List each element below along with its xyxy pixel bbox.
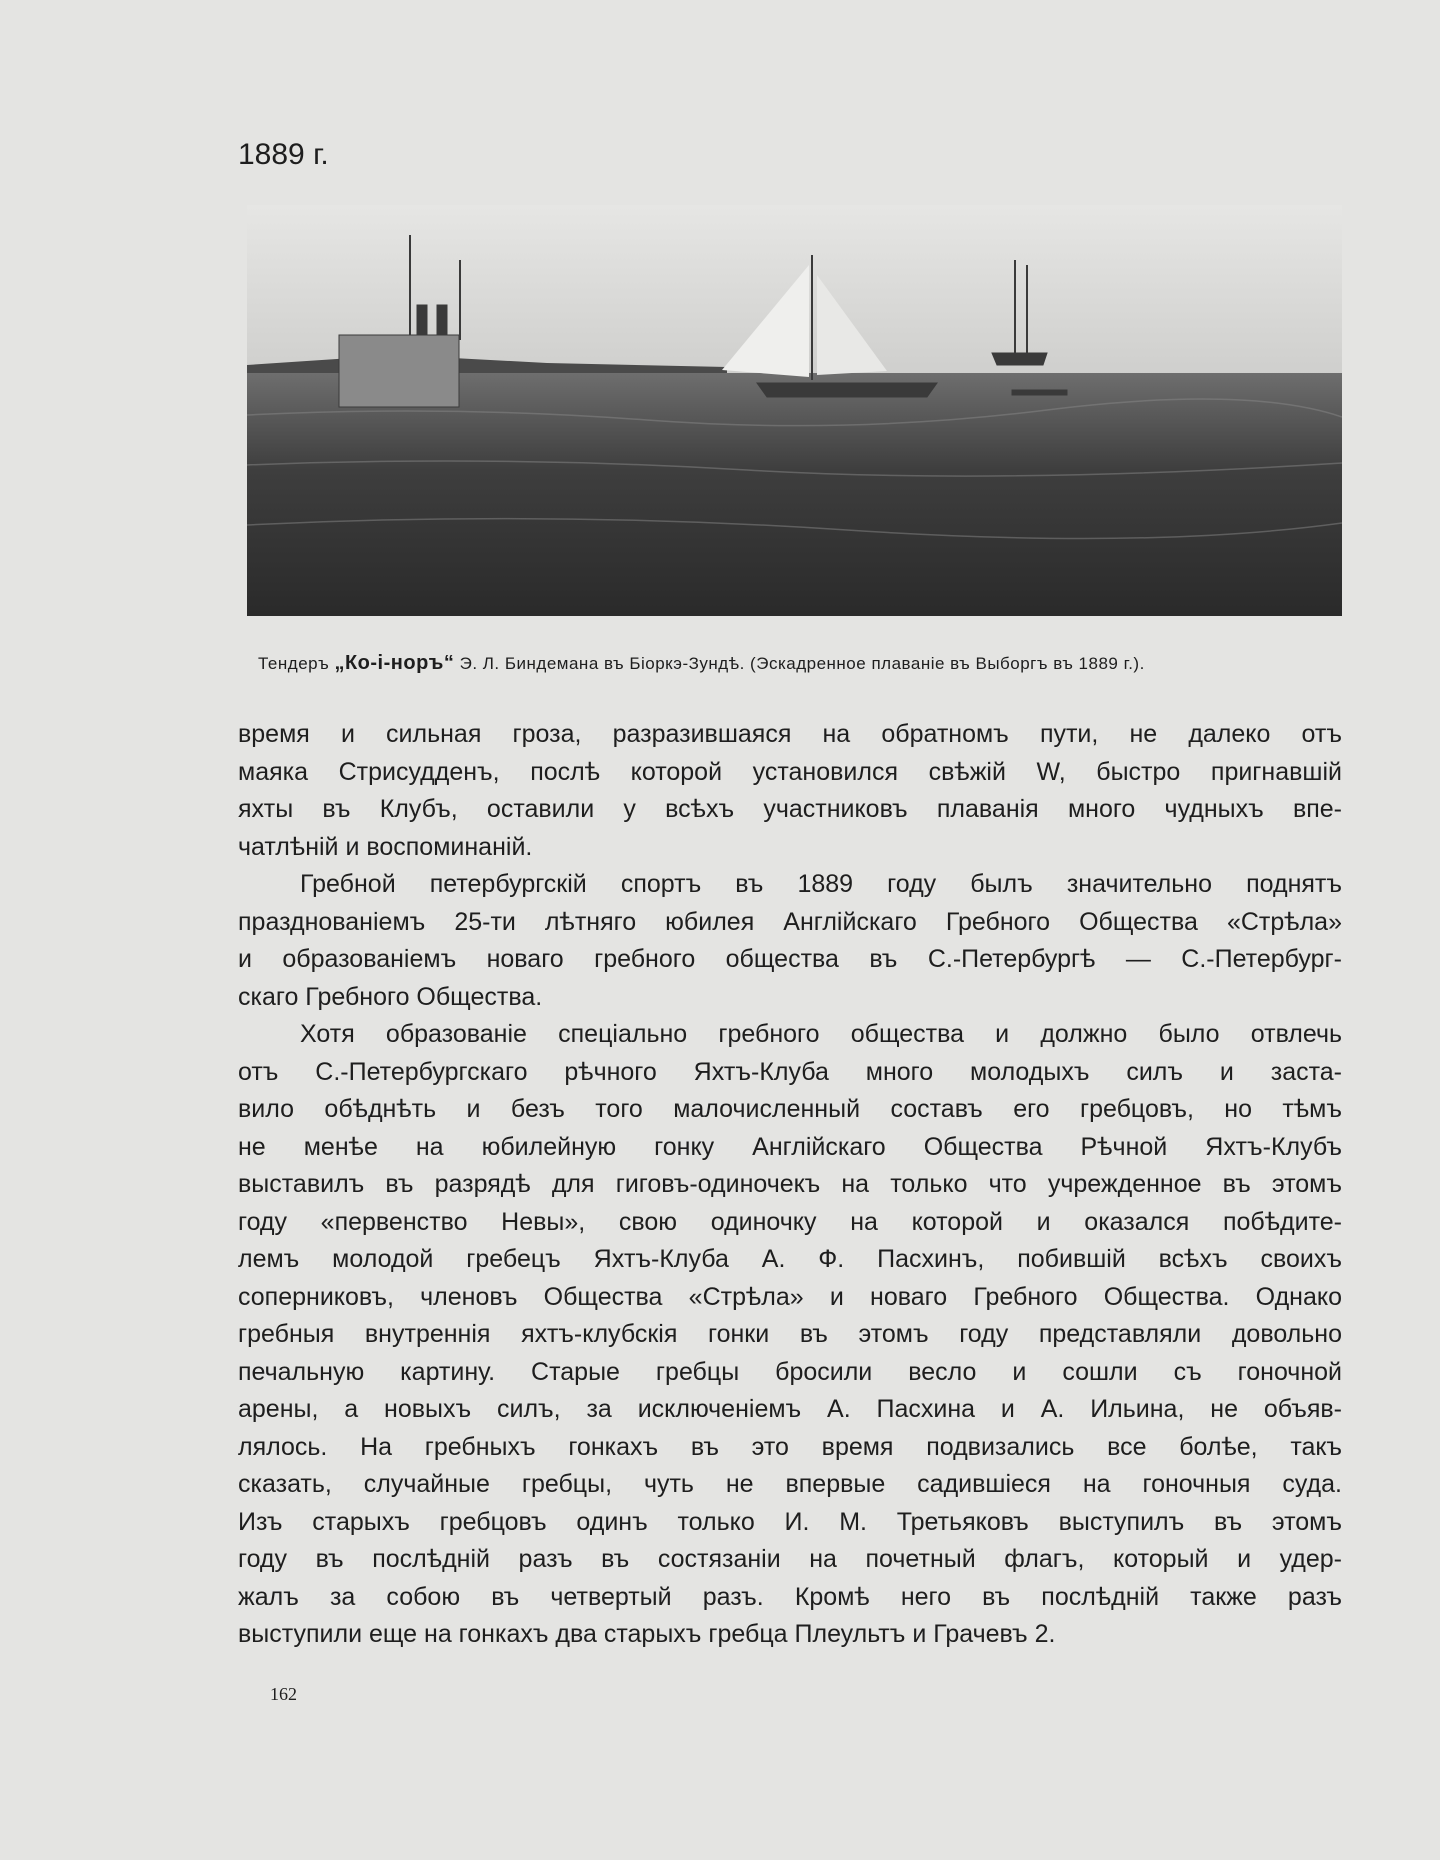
- text-line: не менѣе на юбилейную гонку Англійскаго Общества Рѣчной Яхтъ-Клубъ: [238, 1132, 1342, 1161]
- text-line: отъ С.-Петербургскаго рѣчного Яхтъ-Клуба много молодыхъ силъ и заста-: [238, 1057, 1342, 1086]
- body-text: [238, 716, 1342, 1654]
- photo-illustration: [247, 205, 1342, 616]
- caption-text: Э. Л. Биндемана въ Біоркэ-Зундѣ. (Эскадренное плаванiе въ Выборгъ въ 1889 г.).: [459, 654, 1145, 673]
- text-line: году «первенство Невы», свою одиночку на которой и оказался побѣдите-: [238, 1207, 1342, 1236]
- text-line: лемъ молодой гребецъ Яхтъ-Клуба А. Ф. Пасхинъ, побившій всѣхъ своихъ: [238, 1245, 1342, 1273]
- text-line: Хотя образованіе спеціально гребного общества и должно было отвлечь: [300, 1020, 1342, 1048]
- text-line: гребныя внутреннія яхтъ-клубскія гонки въ этомъ году представляли довольно: [238, 1320, 1342, 1348]
- photograph-ships-at-sea: [247, 205, 1342, 616]
- page-number: 162: [270, 1684, 297, 1704]
- caption-vessel-name: „Ко-і-норъ“: [334, 652, 455, 674]
- text-line: печальную картину. Старые гребцы бросили весло и сошли съ гоночной: [238, 1357, 1342, 1386]
- figure-caption: [258, 652, 1328, 675]
- text-line: время и сильная гроза, разразившаяся на обратномъ пути, не далеко отъ: [238, 720, 1342, 748]
- text-line: соперниковъ, членовъ Общества «Стрѣла» и новаго Гребного Общества. Однако: [238, 1282, 1342, 1311]
- text-line: скаго Гребного Общества.: [238, 982, 543, 1011]
- text-line: чатлѣній и воспоминаній.: [238, 832, 533, 861]
- section-year: 1889 г.: [238, 138, 329, 171]
- text-line: выступили еще на гонкахъ два старыхъ гребца Плеультъ и Грачевъ 2.: [238, 1620, 1056, 1648]
- text-line: вило обѣднѣть и безъ того малочисленный составъ его гребцовъ, но тѣмъ: [238, 1095, 1342, 1123]
- text-line: Гребной петербургскій спортъ въ 1889 году былъ значительно поднятъ: [300, 870, 1342, 898]
- text-line: году въ послѣдній разъ въ состязаніи на почетный флагъ, который и удер-: [238, 1545, 1342, 1573]
- text-line: Изъ старыхъ гребцовъ одинъ только И. М. Третьяковъ выступилъ въ этомъ: [238, 1507, 1342, 1536]
- caption-prefix: Тендеръ: [258, 654, 330, 673]
- text-line: сказать, случайные гребцы, чуть не впервые садившіеся на гоночныя суда.: [238, 1470, 1342, 1498]
- text-line: празднованіемъ 25-ти лѣтняго юбилея Англійскаго Гребного Общества «Стрѣла»: [238, 907, 1342, 936]
- text-line: маяка Стрисудденъ, послѣ которой установился свѣжій W, быстро пригнавшій: [238, 757, 1342, 786]
- text-line: жалъ за собою въ четвертый разъ. Кромѣ него въ послѣдній также разъ: [238, 1582, 1342, 1611]
- text-line: выставилъ въ разрядѣ для гиговъ-одиночекъ на только что учрежденное въ этомъ: [238, 1170, 1342, 1198]
- text-line: яхты въ Клубъ, оставили у всѣхъ участниковъ плаванія много чудныхъ впе-: [238, 795, 1342, 823]
- text-line: и образованіемъ новаго гребного общества въ С.-Петербургѣ — С.-Петербург-: [238, 945, 1342, 973]
- text-line: лялось. На гребныхъ гонкахъ въ это время подвизались все болѣе, такъ: [238, 1432, 1342, 1461]
- text-line: арены, а новыхъ силъ, за исключеніемъ А. Пасхина и А. Ильина, не объяв-: [238, 1395, 1342, 1423]
